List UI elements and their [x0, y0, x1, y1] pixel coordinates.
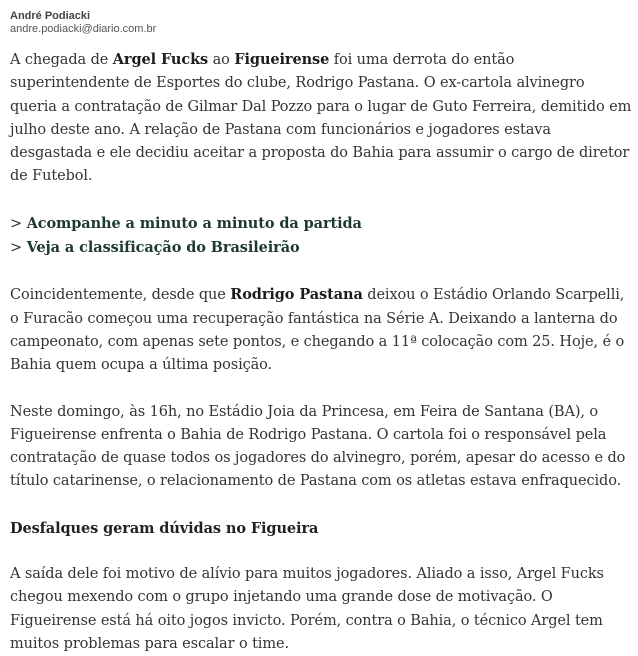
link-classificacao[interactable]: Veja a classificação do Brasileirão — [26, 239, 300, 257]
paragraph-relief: A saída dele foi motivo de alívio para muitos jogadores. Aliado a isso, Argel Fucks chegou mexendo com o grupo injetando uma grande dose de motivação. O Figueirense está há oito jogos invicto. Porém, contra o Bahia, o técnico Argel tem muitos problemas para escalar o time. — [10, 566, 604, 652]
text-run: deixou o Estádio Orlando Scarpelli, o Furacão começou uma recuperação fantástica na Série A. Deixando a lanterna do campeonato, com apenas sete pontos, e chegando a 11ª colocação com 25. Hoje, é o Bahia quem ocupa a última posição. — [10, 287, 625, 374]
paragraph-coincidence — [10, 283, 632, 377]
related-link-line — [10, 236, 632, 260]
link-minuto-a-minuto[interactable]: Acompanhe a minuto a minuto da partida — [26, 214, 362, 232]
author-name: André Podiacki — [10, 10, 91, 22]
bold-figueirense: Figueirense — [234, 51, 330, 68]
arrow-prefix: > — [10, 215, 27, 232]
author-block — [10, 10, 156, 36]
paragraph-intro — [10, 48, 632, 189]
text-run: foi uma derrota do então superintendente de Esportes do clube, Rodrigo Pastana. O ex-cartola alvinegro queria a contratação de Gilmar Dal Pozzo para o lugar de Guto Ferreira, demitido em julho deste ano. A relação de Pastana com funcionários e jogadores estava desgastada e ele decidiu aceitar a proposta do Bahia para assumir o cargo de diretor de Futebol. — [10, 52, 632, 185]
text-run: ao — [208, 52, 235, 68]
article-body — [10, 48, 632, 656]
bold-argel-fucks: Argel Fucks — [112, 51, 209, 68]
related-links — [10, 212, 632, 261]
section-subheading: Desfalques geram dúvidas no Figueira — [10, 519, 319, 537]
paragraph-sunday-match: Neste domingo, às 16h, no Estádio Joia da Princesa, em Feira de Santana (BA), o Figueirense enfrenta o Bahia de Rodrigo Pastana. O cartola foi o responsável pela contratação de quase todos os jogadores do alvinegro, porém, apesar do acesso e do título catarinense, o relacionamento de Pastana com os atletas estava enfraquecido. — [10, 403, 626, 490]
text-run: A chegada de — [10, 52, 113, 68]
related-link-line — [10, 212, 632, 236]
bold-rodrigo-pastana: Rodrigo Pastana — [230, 286, 363, 304]
author-email[interactable]: andre.podiacki@diario.com.br — [10, 23, 157, 35]
text-run: Coincidentemente, desde que — [10, 287, 231, 304]
arrow-prefix: > — [10, 240, 27, 257]
